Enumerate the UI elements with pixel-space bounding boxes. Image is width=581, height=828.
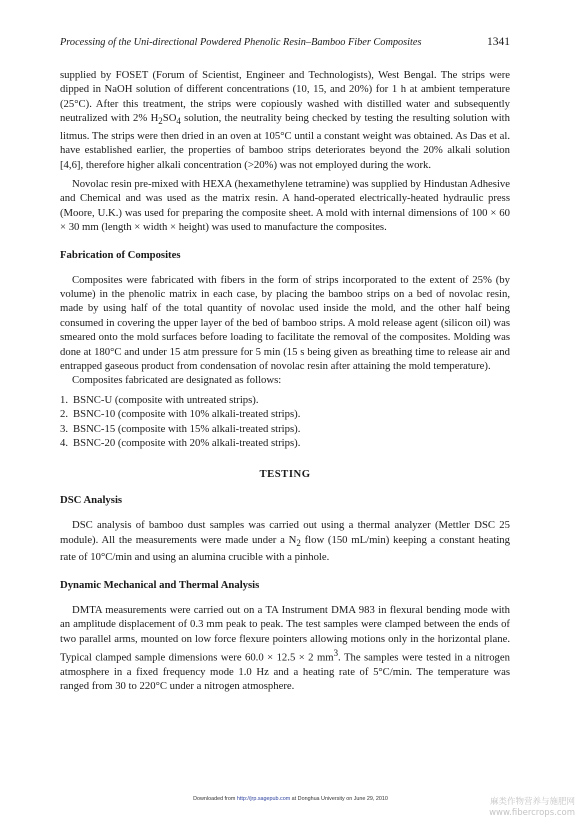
running-title: Processing of the Uni-directional Powdered Phenolic Resin–Bamboo Fiber Composites bbox=[60, 37, 422, 48]
page-number: 1341 bbox=[487, 36, 510, 48]
section-heading-fabrication: Fabrication of Composites bbox=[60, 248, 181, 261]
section-heading-testing: TESTING bbox=[259, 468, 311, 481]
list-item: 2. BSNC-10 (composite with 10% alkali-treated strips). bbox=[60, 408, 301, 421]
page-body bbox=[60, 36, 510, 694]
fabrication-paragraph-1: Composites were fabricated with fibers in the form of strips incorporated to the extent of 25% (by volume) in the phenolic matrix in each case, by placing the bamboo strips on a bed of novolac resin, made by using half of the total quantity of novolac used inside the mold, and the other half being consumed in covering the upper layer of the bed of bamboo strips. A mold release agent (silicon oil) was smeared onto the mold surfaces before loading to facilitate the removal of the composites. Molding was done at 180°C and under 15 atm pressure for 5 min (15 s being given as breathing time to release air and entrapped gaseous product from condensation of novolac resin after attaining the mold temperature). bbox=[60, 273, 510, 373]
composite-designation-list bbox=[60, 393, 510, 451]
list-item: 4. BSNC-20 (composite with 20% alkali-treated strips). bbox=[60, 437, 301, 450]
subsection-heading-dma: Dynamic Mechanical and Thermal Analysis bbox=[60, 578, 260, 591]
download-footer: Downloaded from http://jrp.sagepub.com at Donghua University on June 29, 2010 bbox=[193, 796, 388, 802]
fabrication-paragraph-2: Composites fabricated are designated as follows: bbox=[72, 374, 282, 387]
subsection-heading-dsc: DSC Analysis bbox=[60, 494, 123, 507]
dma-paragraph: DMTA measurements were carried out on a TA Instrument DMA 983 in flexural bending mode with an amplitude displacement of 0.3 mm peak to peak. The test samples were clamped between the ends of two parallel arms, mounted on low force flexure pointers allowing motions only in the horizontal plane. Typical clamped sample dimensions were 60.0 × 12.5 × 2 $mm^3$. The samples were tested in a nitrogen atmosphere in a fixed frequency mode 1.0 Hz and a heating rate of 5°C/min. The temperature was ranged from 30 to 220°C under a nitrogen atmosphere. bbox=[60, 603, 510, 693]
site-watermark: 麻类作物营养与施肥网 www.fibercrops.com bbox=[489, 797, 575, 818]
dsc-paragraph: DSC analysis of bamboo dust samples was carried out using a thermal analyzer (Mettler DSC 25 module). All the measurements were made under a $N_2$ flow (150 mL/min) keeping a constant heating rate of 10°C/min and using an alumina crucible with a pinhole. bbox=[60, 519, 510, 564]
list-item: 1. BSNC-U (composite with untreated strips). bbox=[60, 393, 259, 406]
source-link[interactable]: http://jrp.sagepub.com bbox=[236, 796, 291, 802]
list-item: 3. BSNC-15 (composite with 15% alkali-treated strips). bbox=[60, 422, 301, 435]
running-header bbox=[60, 36, 510, 48]
intro-paragraph-1: supplied by FOSET (Forum of Scientist, Engineer and Technologists), West Bengal. The strips were dipped in NaOH solution of different concentrations (10, 15, and 20%) for 1 h at ambient temperature (25°C). After this treatment, the strips were copiously washed with distilled water and subsequently neutralized with 2% $H_2SO_4$ solution, the neutrality being checked by testing the resulting solution with litmus. The strips were then dried in an oven at 105°C until a constant weight was obtained. As Das et al. have established earlier, the properties of bamboo strips deteriorates beyond the 20% alkali solution [4,6], therefore higher alkali concentration (>20%) was not employed during the work. bbox=[60, 69, 510, 171]
intro-paragraph-2: Novolac resin pre-mixed with HEXA (hexamethylene tetramine) was supplied by Hindustan Adhesive and Chemical and was used as the matrix resin. A hand-operated electrically-heated hydraulic press (Moore, U.K.) was used for preparing the composite sheet. A mold with internal dimensions of 100 × 60 × 30 mm (length × width × height) was used to manufacture the composites. bbox=[60, 177, 510, 234]
